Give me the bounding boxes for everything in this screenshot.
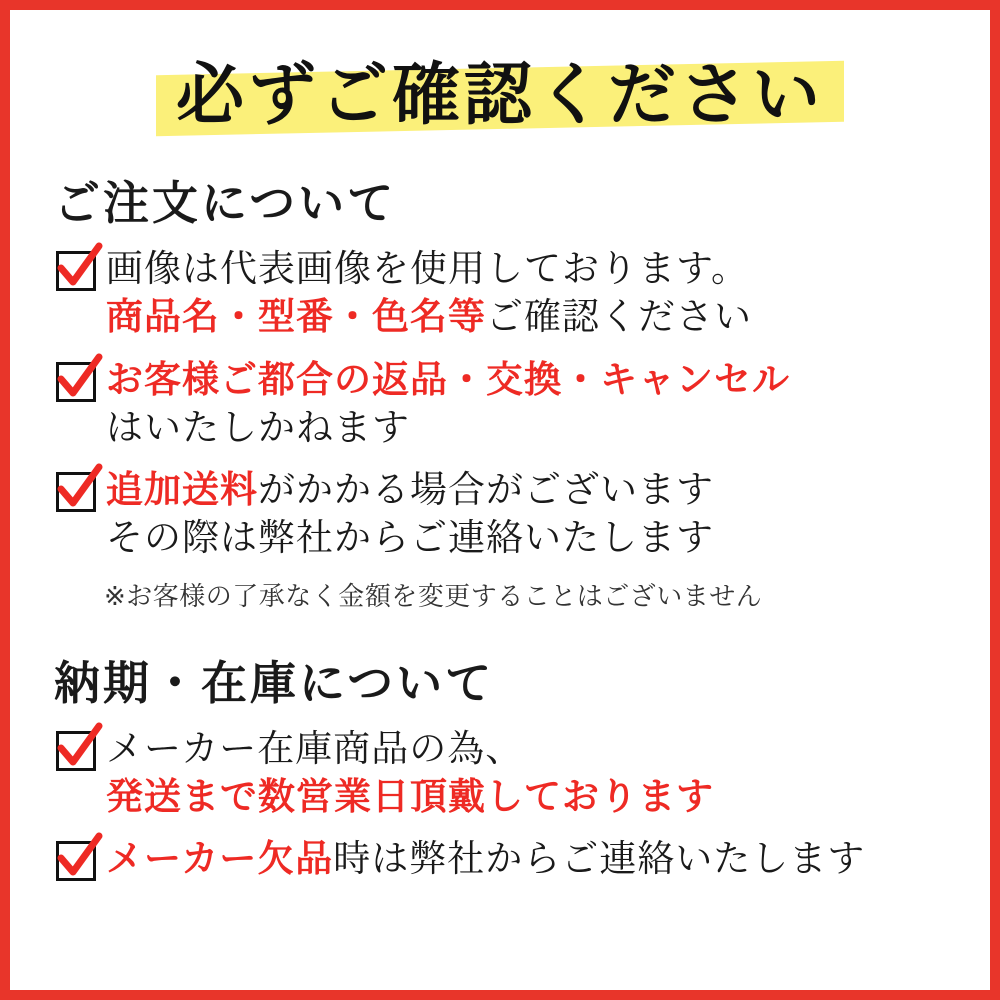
list-item-line: メーカー在庫商品の為、 bbox=[106, 726, 524, 770]
list-item-line: その際は弊社からご連絡いたします bbox=[106, 515, 714, 559]
page-title bbox=[150, 54, 850, 141]
list-item-line bbox=[106, 466, 950, 514]
list-item-line: 発送まで数営業日頂戴しております bbox=[106, 775, 714, 819]
list-item-lines bbox=[106, 466, 950, 562]
checkbox-checked-icon bbox=[56, 362, 96, 402]
plain-text: 時は弊社からご連絡いたします bbox=[333, 837, 866, 881]
checkbox-checked-icon bbox=[56, 472, 96, 512]
list-item bbox=[56, 466, 950, 562]
border-right bbox=[990, 0, 1000, 1000]
notice-page bbox=[10, 10, 990, 990]
border-top bbox=[0, 0, 1000, 10]
checkbox-checked-icon bbox=[56, 731, 96, 771]
border-left bbox=[0, 0, 10, 1000]
section-heading-orders: ご注文について bbox=[54, 176, 397, 231]
list-item-line: はいたしかねます bbox=[106, 405, 410, 449]
checkbox-checked-icon bbox=[56, 841, 96, 881]
list-item-line: 画像は代表画像を使用しております。 bbox=[106, 247, 750, 291]
list-item bbox=[56, 835, 950, 883]
plain-text: ご確認ください bbox=[486, 295, 752, 339]
emphasis-text: 追加送料 bbox=[106, 467, 258, 511]
list-item bbox=[56, 356, 950, 452]
list-item-lines bbox=[106, 725, 950, 821]
border-bottom bbox=[0, 990, 1000, 1000]
list-item-lines bbox=[106, 835, 950, 883]
list-item-line bbox=[106, 835, 950, 883]
emphasis-text: メーカー欠品 bbox=[106, 837, 334, 881]
list-item bbox=[56, 725, 950, 821]
page-title-wrap bbox=[50, 54, 950, 141]
list-item-line bbox=[106, 293, 950, 341]
plain-text: がかかる場合がございます bbox=[258, 467, 714, 511]
checkbox-checked-icon bbox=[56, 251, 96, 291]
emphasis-text: 商品名・型番・色名等 bbox=[106, 295, 486, 339]
list-item-lines bbox=[106, 245, 950, 341]
list-item-lines bbox=[106, 356, 950, 452]
section-heading-delivery: 納期・在庫について bbox=[54, 655, 495, 710]
footnote: ※お客様の了承なく金額を変更することはございません bbox=[104, 581, 763, 612]
list-item bbox=[56, 245, 950, 341]
page-title-text: 必ずご確認ください bbox=[175, 56, 824, 135]
list-item-line: お客様ご都合の返品・交換・キャンセル bbox=[106, 357, 790, 401]
